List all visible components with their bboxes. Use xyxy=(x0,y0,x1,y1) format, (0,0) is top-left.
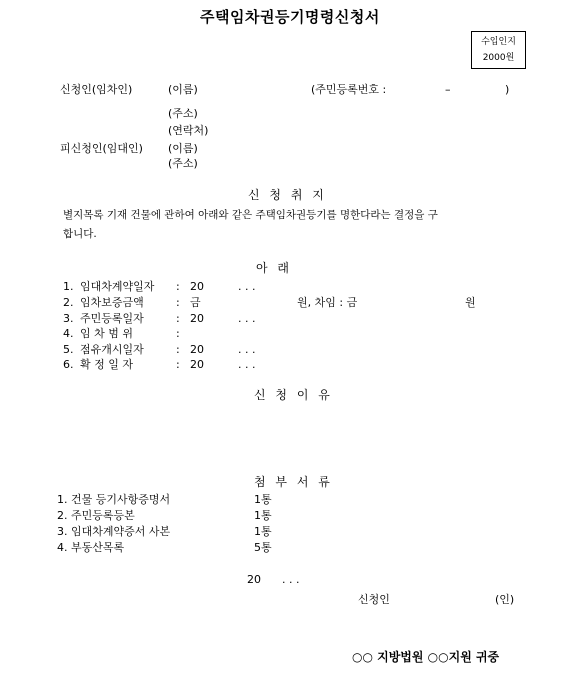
document-title: 주택임차권등기명령신청서 xyxy=(200,8,380,26)
detail-value: 금 xyxy=(190,296,201,309)
detail-num: 4. xyxy=(63,327,74,340)
filing-date-dots: . . . xyxy=(282,573,300,586)
attachment-num: 4. xyxy=(57,541,68,554)
attachment-row xyxy=(0,542,572,556)
detail-label: 임차보증금액 xyxy=(80,296,144,309)
attachment-label: 부동산목록 xyxy=(71,541,125,554)
purpose-text-line2: 합니다. xyxy=(63,228,97,240)
detail-row xyxy=(0,297,572,311)
attachment-row xyxy=(0,494,572,508)
attachment-label: 건물 등기사항증명서 xyxy=(71,493,171,506)
respondent-name-label: (이름) xyxy=(168,142,198,155)
detail-rent-label: 원, 차임 : 금 xyxy=(297,296,358,309)
applicant-id-close: ) xyxy=(505,83,510,96)
detail-label: 주민등록일자 xyxy=(80,312,144,325)
attachment-label: 임대차계약증서 사본 xyxy=(71,525,171,538)
attachment-num: 3. xyxy=(57,525,68,538)
attachment-count: 5통 xyxy=(254,541,272,554)
respondent-label: 피신청인(임대인) xyxy=(60,142,143,155)
detail-date-dots: . . . xyxy=(238,358,256,371)
details-heading: 아 래 xyxy=(256,261,292,275)
detail-row xyxy=(0,313,572,327)
filing-date-year: 20 xyxy=(247,573,261,586)
detail-row xyxy=(0,344,572,358)
detail-colon: : xyxy=(176,312,180,325)
detail-num: 1. xyxy=(63,280,74,293)
reason-heading: 신 청 이 유 xyxy=(254,388,333,402)
detail-date-dots: . . . xyxy=(238,343,256,356)
detail-date-dots: . . . xyxy=(238,280,256,293)
detail-value: 20 xyxy=(190,312,204,325)
purpose-heading: 신 청 취 지 xyxy=(248,188,327,202)
detail-colon: : xyxy=(176,358,180,371)
stamp-amount: 2000원 xyxy=(482,53,515,63)
purpose-text-line1: 별지목록 기재 건물에 관하여 아래와 같은 주택임차권등기를 명한다라는 결정을 구 xyxy=(63,209,438,221)
attachment-num: 2. xyxy=(57,509,68,522)
attachment-count: 1통 xyxy=(254,525,272,538)
applicant-contact-label: (연락처) xyxy=(168,124,209,137)
detail-colon: : xyxy=(176,296,180,309)
respondent-address-label: (주소) xyxy=(168,157,198,170)
detail-label: 확 정 일 자 xyxy=(80,358,133,371)
detail-label: 임대차계약일자 xyxy=(80,280,155,293)
detail-row xyxy=(0,359,572,373)
applicant-label: 신청인(임차인) xyxy=(60,83,133,96)
detail-colon: : xyxy=(176,343,180,356)
revenue-stamp-box xyxy=(471,31,526,69)
attachments-heading: 첨 부 서 류 xyxy=(254,475,333,489)
detail-num: 2. xyxy=(63,296,74,309)
detail-label: 점유개시일자 xyxy=(80,343,144,356)
detail-value: 20 xyxy=(190,358,204,371)
attachment-num: 1. xyxy=(57,493,68,506)
attachment-count: 1통 xyxy=(254,493,272,506)
stamp-label: 수입인지 xyxy=(481,37,516,47)
seal-mark: (인) xyxy=(495,593,515,606)
attachment-label: 주민등록등본 xyxy=(71,509,135,522)
detail-value: 20 xyxy=(190,280,204,293)
detail-num: 5. xyxy=(63,343,74,356)
attachment-count: 1통 xyxy=(254,509,272,522)
applicant-name-label: (이름) xyxy=(168,83,198,96)
detail-colon: : xyxy=(176,327,180,340)
detail-date-dots: . . . xyxy=(238,312,256,325)
applicant-id-dash: – xyxy=(445,83,451,96)
signature-label: 신청인 xyxy=(358,593,390,606)
applicant-address-label: (주소) xyxy=(168,107,198,120)
court-addressee: ○○ 지방법원 ○○지원 귀중 xyxy=(352,650,500,664)
applicant-id-label: (주민등록번호 : xyxy=(311,83,387,96)
detail-num: 6. xyxy=(63,358,74,371)
detail-label: 임 차 범 위 xyxy=(80,327,133,340)
detail-colon: : xyxy=(176,280,180,293)
detail-row xyxy=(0,328,572,342)
attachment-row xyxy=(0,526,572,540)
detail-rent-unit: 원 xyxy=(465,296,476,309)
attachment-row xyxy=(0,510,572,524)
detail-num: 3. xyxy=(63,312,74,325)
detail-row xyxy=(0,281,572,295)
detail-value: 20 xyxy=(190,343,204,356)
